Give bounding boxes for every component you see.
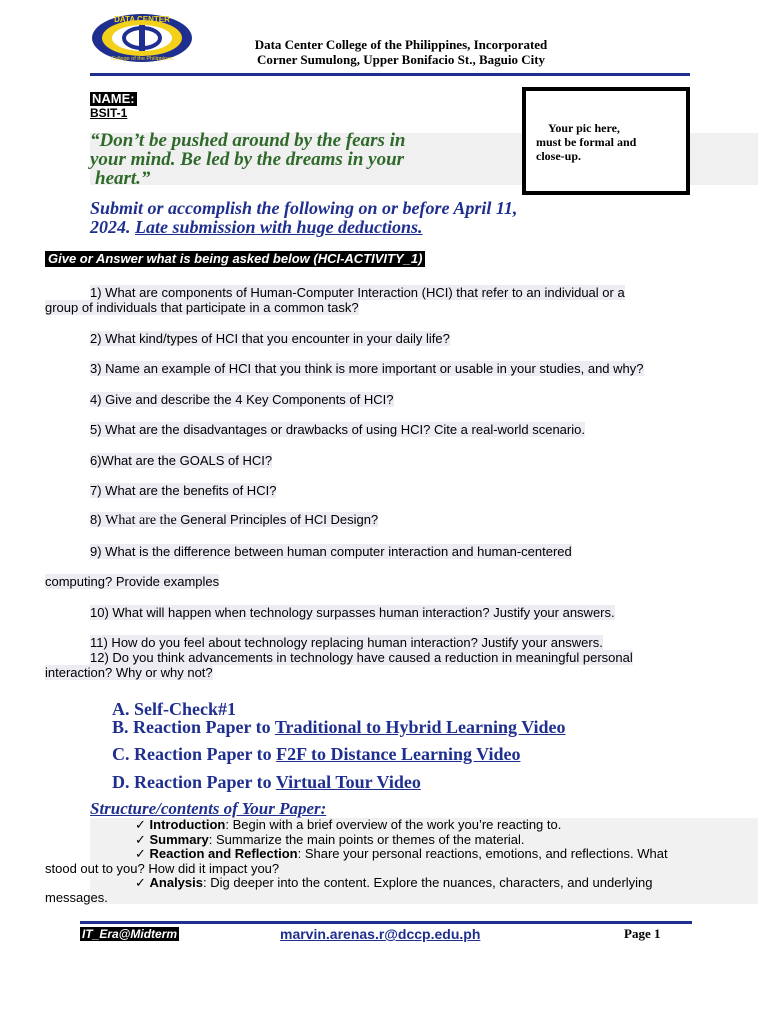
question-text: 2) What kind/types of HCI that you encounter in your daily life? bbox=[90, 331, 450, 346]
question-10 bbox=[45, 605, 768, 620]
photo-instructions bbox=[536, 121, 681, 163]
item-term: Summary bbox=[149, 831, 209, 847]
section-label: BSIT-1 bbox=[90, 106, 128, 120]
footer-course-tag: IT_Era@Midterm bbox=[82, 927, 178, 941]
question-1 bbox=[45, 285, 745, 315]
college-logo bbox=[90, 12, 194, 64]
question-text: 5) What are the disadvantages or drawbacks of using HCI? Cite a real-world scenario. bbox=[90, 422, 585, 437]
question-text: 9) What is the difference between human computer interaction and human-centered bbox=[90, 544, 572, 559]
question-7 bbox=[45, 483, 768, 498]
question-text: 4) Give and describe the 4 Key Components of HCI? bbox=[90, 392, 394, 407]
structure-item: ✓ Summary: Summarize the main points or themes of the material. bbox=[135, 831, 525, 847]
name-label: NAME: bbox=[92, 91, 135, 106]
svg-text:College of the Philippines: College of the Philippines bbox=[110, 56, 174, 62]
question-text: 12) Do you think advancements in technology have caused a reduction in meaningful personal bbox=[90, 650, 633, 665]
quote-line: “Don’t be pushed around by the fears in bbox=[90, 130, 406, 151]
photo-placeholder-box bbox=[522, 87, 690, 195]
quote-line: your mind. Be led by the dreams in your bbox=[90, 149, 405, 170]
college-address: Corner Sumulong, Upper Bonifacio St., Baguio City bbox=[256, 52, 546, 67]
question-text: 7) What are the benefits of HCI? bbox=[90, 483, 277, 498]
college-name: Data Center College of the Philippines, Incorporated bbox=[254, 37, 548, 52]
question-3 bbox=[45, 361, 768, 376]
structure-heading: Structure/contents of Your Paper: bbox=[90, 799, 327, 818]
question-number: 8) bbox=[90, 512, 106, 527]
question-8 bbox=[45, 512, 768, 528]
option-c bbox=[112, 744, 520, 764]
question-text: 6)What are the GOALS of HCI? bbox=[90, 453, 273, 468]
deadline-year: 2024. bbox=[90, 217, 135, 237]
photo-instruction-line: must be formal and bbox=[536, 135, 637, 149]
item-text-continued: stood out to you? How did it impact you? bbox=[45, 860, 280, 876]
deadline-line: Submit or accomplish the following on or before April 11, bbox=[90, 198, 518, 218]
structure-item: ✓ Reaction and Reflection: Share your personal reactions, emotions, and reflections. What bbox=[135, 846, 668, 861]
item-text-continued: messages. bbox=[45, 889, 108, 905]
question-5 bbox=[45, 422, 768, 437]
question-text: 10) What will happen when technology surpasses human interaction? Justify your answers. bbox=[90, 605, 615, 620]
option-d bbox=[112, 772, 421, 792]
question-text: interaction? Why or why not? bbox=[45, 665, 213, 680]
question-text: 1) What are components of Human-Computer Interaction (HCI) that refer to an individual or a bbox=[90, 285, 625, 300]
question-text: computing? Provide examples bbox=[45, 574, 220, 589]
header-divider bbox=[90, 73, 690, 76]
structure-list bbox=[45, 818, 755, 905]
question-4 bbox=[45, 392, 768, 407]
photo-instruction-line: Your pic here, bbox=[548, 121, 620, 135]
question-text: 11) How do you feel about technology replacing human interaction? Justify your answers. bbox=[90, 635, 603, 650]
question-text: 3) Name an example of HCI that you think is more important or usable in your studies, and why? bbox=[90, 361, 644, 376]
item-term: Analysis bbox=[149, 875, 203, 890]
structure-item: ✓ Introduction: Begin with a brief overview of the work you’re reacting to. bbox=[135, 817, 562, 832]
svg-text:DATA CENTER: DATA CENTER bbox=[114, 15, 170, 24]
structure-item: ✓ Analysis: Dig deeper into the content. Explore the nuances, characters, and underlying bbox=[135, 875, 653, 890]
question-9-continued bbox=[45, 574, 745, 589]
question-6 bbox=[45, 453, 768, 468]
question-text: What are the bbox=[105, 513, 181, 528]
activity-instruction: Give or Answer what is being asked below (HCI-ACTIVITY_1) bbox=[45, 251, 425, 267]
item-text: : Dig deeper into the content. Explore the nuances, characters, and underlying bbox=[203, 875, 653, 890]
deadline-line bbox=[90, 218, 730, 237]
option-label: D. Reaction Paper to bbox=[112, 772, 276, 792]
item-term: Reaction and Reflection bbox=[149, 846, 298, 861]
instructor-email-link[interactable]: marvin.arenas.r@dccp.edu.ph bbox=[280, 926, 481, 942]
item-text: : Begin with a brief overview of the work you’re reacting to. bbox=[225, 817, 562, 832]
item-term: Introduction bbox=[149, 817, 226, 832]
question-11-12 bbox=[45, 635, 745, 680]
question-text: General Principles of HCI Design? bbox=[180, 512, 379, 527]
motivational-quote bbox=[90, 131, 520, 188]
late-submission-warning: Late submission with huge deductions. bbox=[135, 217, 423, 237]
item-text: : Share your personal reactions, emotions, and reflections. What bbox=[297, 846, 668, 861]
video-link-hybrid-learning[interactable]: Traditional to Hybrid Learning Video bbox=[274, 717, 566, 737]
option-b bbox=[112, 717, 566, 737]
video-link-virtual-tour[interactable]: Virtual Tour Video bbox=[275, 772, 421, 792]
question-2 bbox=[45, 331, 768, 346]
question-text: group of individuals that participate in a common task? bbox=[45, 300, 359, 315]
option-a-self-check: A. Self-Check#1 bbox=[112, 699, 236, 719]
question-9 bbox=[45, 544, 768, 559]
footer-divider bbox=[80, 921, 692, 924]
quote-line: heart.” bbox=[95, 168, 151, 189]
option-label: B. Reaction Paper to bbox=[112, 717, 275, 737]
photo-instruction-line: close-up. bbox=[536, 149, 581, 163]
option-label: C. Reaction Paper to bbox=[112, 744, 277, 764]
video-link-distance-learning[interactable]: F2F to Distance Learning Video bbox=[276, 744, 521, 764]
submission-deadline bbox=[90, 199, 730, 237]
page-number: Page 1 bbox=[624, 926, 661, 941]
item-text: : Summarize the main points or themes of the material. bbox=[208, 831, 525, 847]
college-header bbox=[196, 37, 606, 67]
